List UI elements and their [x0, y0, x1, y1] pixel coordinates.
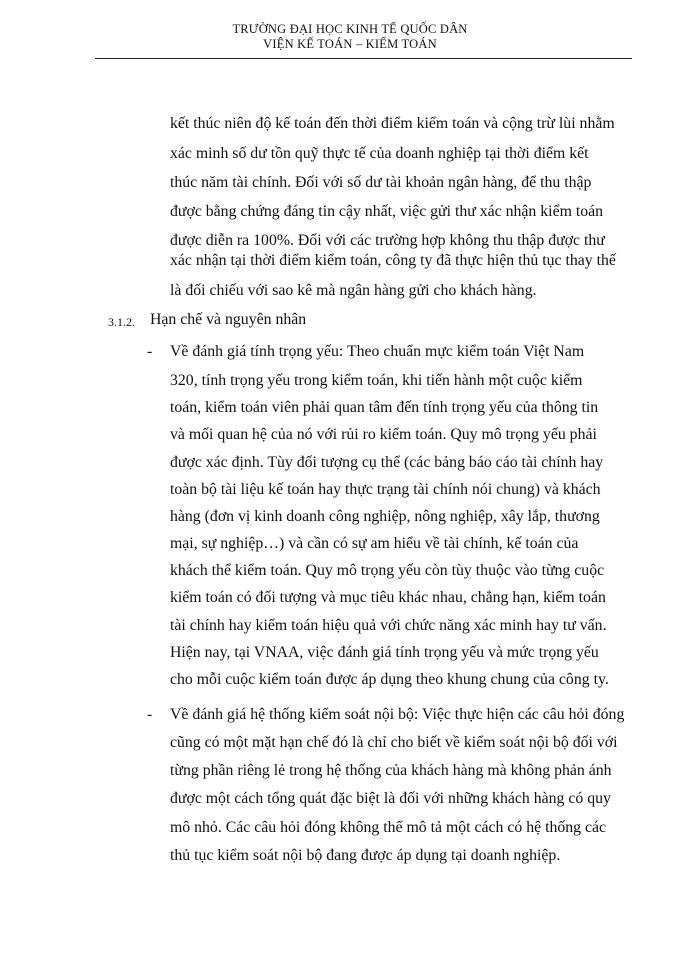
bullet-line: Về đánh giá tính trọng yếu: Theo chuẩn mực kiểm toán Việt Nam [170, 343, 585, 360]
paragraph-line: kết thúc niên độ kế toán đến thời điểm kiểm toán và cộng trừ lùi nhằm [170, 115, 615, 132]
bullet-marker: - [147, 706, 153, 723]
bullet-line: khách thể kiểm toán. Quy mô trọng yếu còn tùy thuộc vào từng cuộc [170, 562, 605, 579]
bullet-line: Về đánh giá hệ thống kiểm soát nội bộ: Việc thực hiện các câu hỏi đóng [170, 706, 625, 723]
bullet-line: và mối quan hệ của nó với rủi ro kiểm toán. Quy mô trọng yếu phải [170, 426, 597, 443]
paragraph-line: thúc năm tài chính. Đối với số dư tài khoản ngân hàng, để thu thập [170, 174, 592, 191]
bullet-marker: - [147, 343, 153, 360]
bullet-line: toàn bộ tài liệu kế toán hay thực trạng tài chính nói chung) và khách [170, 481, 601, 498]
paragraph-line: được bằng chứng đáng tin cậy nhất, việc gửi thư xác nhận kiểm toán [170, 203, 604, 220]
bullet-line: cho mỗi cuộc kiểm toán được áp dụng theo khung chung của công ty. [170, 671, 609, 688]
bullet-line: kiểm toán có đối tượng và mục tiêu khác nhau, chẳng hạn, kiểm toán [170, 589, 606, 606]
section-title: Hạn chế và nguyên nhân [150, 311, 307, 328]
page-header [0, 22, 700, 52]
bullet-line: được một cách tổng quát đặc biệt là đối với những khách hàng có quy [170, 790, 611, 807]
bullet-line: hàng (đơn vị kinh doanh công nghiệp, nông nghiệp, xây lắp, thương [170, 508, 600, 525]
bullet-line: được xác định. Tùy đối tượng cụ thể (các bảng báo cáo tài chính hay [170, 454, 604, 471]
bullet-line: 320, tính trọng yếu trong kiểm toán, khi tiến hành một cuộc kiểm [170, 372, 583, 389]
header-university: TRƯỜNG ĐẠI HỌC KINH TẾ QUỐC DÂN [232, 22, 468, 36]
paragraph-line: là đối chiếu với sao kê mà ngân hàng gửi cho khách hàng. [170, 282, 537, 299]
bullet-line: toán, kiểm toán viên phải quan tâm đến tính trọng yếu của thông tin [170, 399, 599, 416]
paragraph-line: được diễn ra 100%. Đối với các trường hợp không thu thập được thư [170, 232, 605, 249]
bullet-line: từng phần riêng lẻ trong hệ thống của khách hàng mà không phản ánh [170, 762, 612, 779]
header-divider [95, 58, 632, 59]
header-institute: VIỆN KẾ TOÁN – KIỂM TOÁN [263, 37, 437, 51]
paragraph-line: xác minh số dư tồn quỹ thực tế của doanh nghiệp tại thời điểm kết [170, 145, 589, 162]
bullet-line: thủ tục kiểm soát nội bộ đang được áp dụng tại doanh nghiệp. [170, 847, 561, 864]
bullet-line: mại, sự nghiệp…) và cần có sự am hiểu về tài chính, kế toán của [170, 535, 579, 552]
bullet-line: tài chính hay kiểm toán hiệu quả với chức năng xác minh hay tư vấn. [170, 617, 607, 634]
paragraph-line: xác nhận tại thời điểm kiểm toán, công ty đã thực hiện thủ tục thay thế [170, 252, 616, 269]
section-number: 3.1.2. [108, 315, 135, 329]
bullet-line: mô nhỏ. Các câu hỏi đóng không thể mô tả một cách có hệ thống các [170, 819, 607, 836]
bullet-line: Hiện nay, tại VNAA, việc đánh giá tính trọng yếu và mức trọng yếu [170, 644, 599, 661]
bullet-line: cũng có một mặt hạn chế đó là chỉ cho biết về kiểm soát nội bộ đối với [170, 734, 618, 751]
